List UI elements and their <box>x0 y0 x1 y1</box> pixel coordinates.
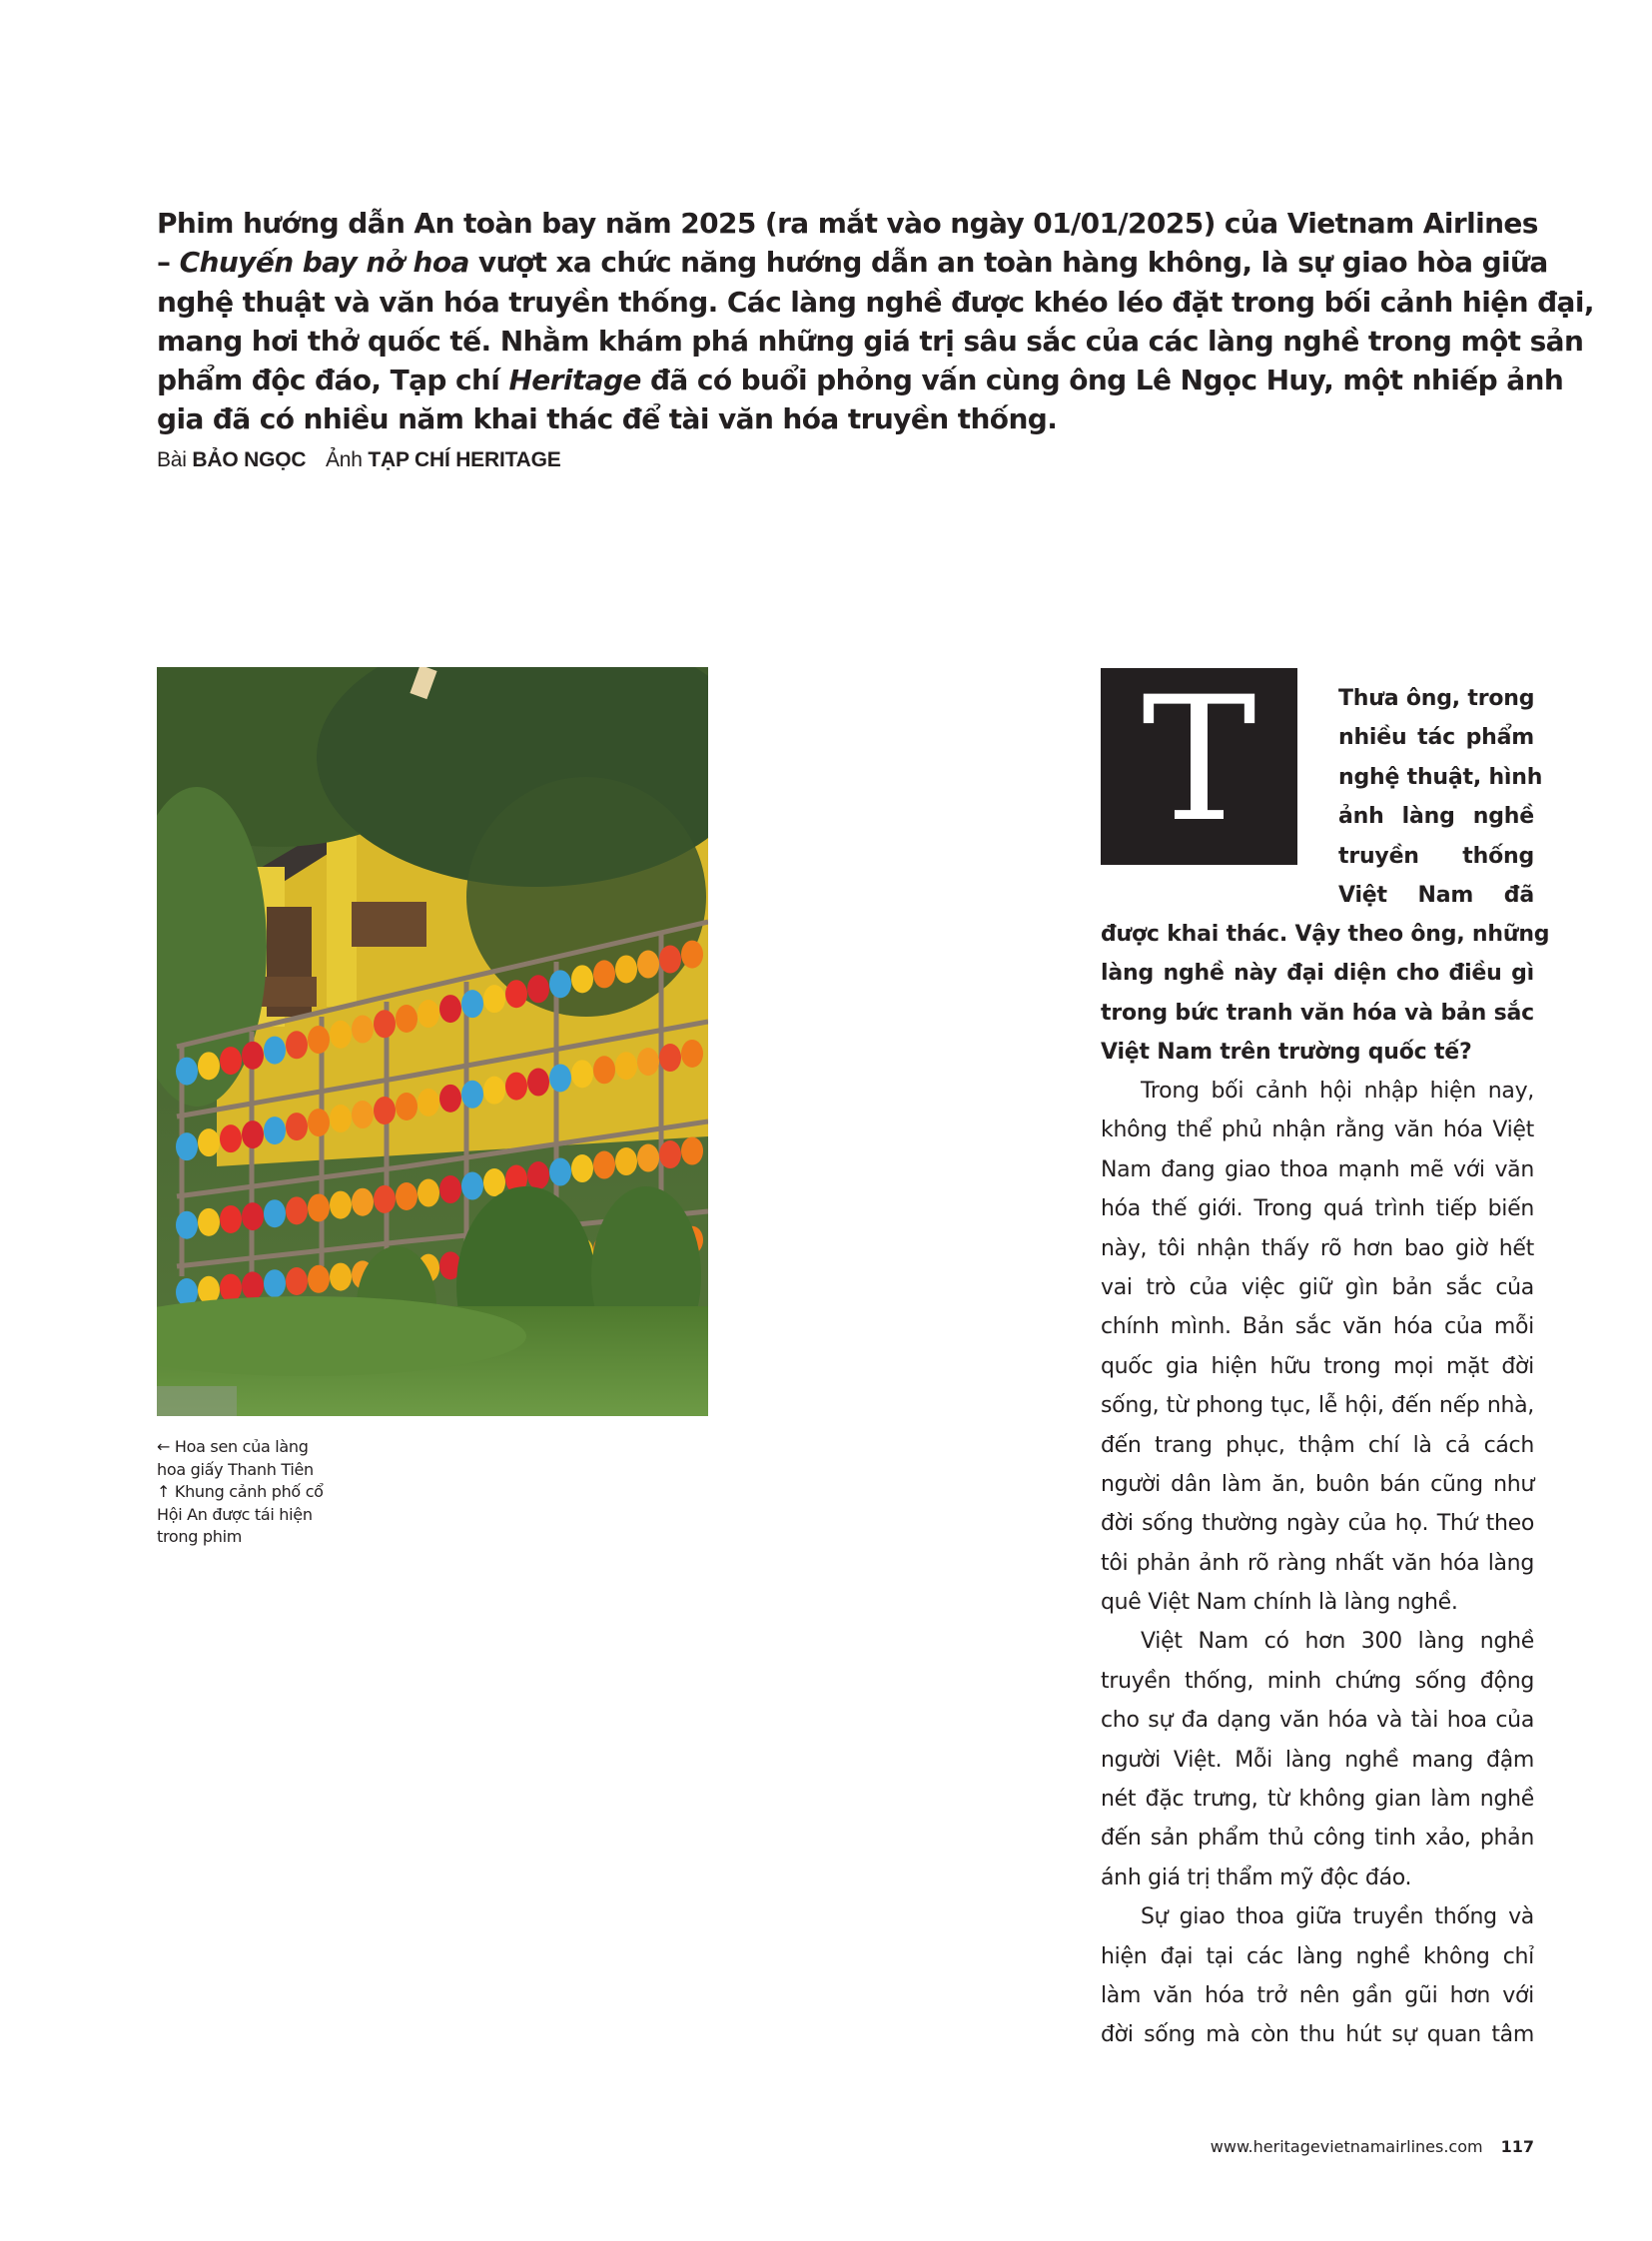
lantern-shape <box>264 1037 286 1065</box>
lantern-shape <box>242 1120 264 1148</box>
answer-line: cho sự đa dạng văn hóa và tài hoa của <box>1101 1708 1534 1734</box>
lantern-shape <box>264 1269 286 1297</box>
lantern-shape <box>615 1147 637 1175</box>
lantern-shape <box>439 1085 461 1113</box>
lantern-shape <box>176 1132 198 1160</box>
answer-line: đến sản phẩm thủ công tinh xảo, phản <box>1101 1826 1534 1852</box>
lantern-shape <box>220 1274 242 1302</box>
answer-line: ánh giá trị thẩm mỹ độc đáo. <box>1101 1865 1412 1890</box>
photo-credit: TẠP CHÍ HERITAGE <box>368 448 561 471</box>
answer-line: này, tôi nhận thấy rõ hơn bao giờ hết <box>1101 1235 1534 1261</box>
magazine-name: Heritage <box>508 364 641 397</box>
answer-line: không thể phủ nhận rằng văn hóa Việt <box>1101 1118 1534 1143</box>
standfirst <box>157 204 1594 439</box>
lantern-shape <box>461 1172 483 1200</box>
lantern-shape <box>593 1151 615 1179</box>
lantern-shape <box>330 1105 352 1132</box>
lantern-shape <box>374 1097 396 1124</box>
caption-line: hoa giấy Thanh Tiên <box>157 1459 314 1479</box>
standfirst-line: phẩm độc đáo, Tạp chí Heritage đã có buổi phỏng vấn cùng ông Lê Ngọc Huy, một nhiếp ảnh <box>157 364 1564 397</box>
lantern-shape <box>483 1077 505 1105</box>
lantern-shape <box>527 1161 549 1189</box>
answer-line: đời sống mà còn thu hút sự quan tâm <box>1101 2022 1534 2048</box>
lantern-shape <box>198 1128 220 1156</box>
answer-line: hóa thế giới. Trong quá trình tiếp biến <box>1101 1196 1534 1222</box>
lantern-shape <box>527 975 549 1003</box>
lantern-shape <box>176 1058 198 1086</box>
lantern-shape <box>461 1081 483 1109</box>
lantern-shape <box>483 1168 505 1196</box>
lantern-shape <box>308 1109 330 1136</box>
author-label: Bài <box>157 448 187 471</box>
lantern-shape <box>483 985 505 1013</box>
answer-line: hiện đại tại các làng nghề không chỉ <box>1101 1943 1534 1969</box>
standfirst-line: Phim hướng dẫn An toàn bay năm 2025 (ra mắt vào ngày 01/01/2025) của Vietnam Airlines <box>157 207 1538 240</box>
caption-line: trong phim <box>157 1527 243 1547</box>
drop-cap <box>1101 659 1297 865</box>
lantern-shape <box>549 970 571 998</box>
question-line: được khai thác. Vậy theo ông, những <box>1101 922 1550 947</box>
interview-question-wrap <box>1338 679 1543 915</box>
answer-line: quê Việt Nam chính là làng nghề. <box>1101 1590 1458 1616</box>
lantern-shape <box>571 1060 593 1088</box>
lantern-shape <box>352 1016 374 1044</box>
question-line: trong bức tranh văn hóa và bản sắc <box>1101 1000 1534 1026</box>
question-line: nhiều tác phẩm <box>1338 725 1534 751</box>
caption-line: ← Hoa sen của làng <box>157 1437 309 1456</box>
lantern-shape <box>681 1040 703 1068</box>
photo-credit-label: Ảnh <box>325 448 363 471</box>
lantern-shape <box>461 990 483 1018</box>
lantern-shape <box>439 995 461 1023</box>
lantern-shape <box>198 1052 220 1080</box>
standfirst-line: – Chuyến bay nở hoa vượt xa chức năng hướng dẫn an toàn hàng không, là sự giao hòa giữa <box>157 246 1548 280</box>
lantern-shape <box>549 1158 571 1186</box>
lantern-shape <box>659 946 681 974</box>
lantern-shape <box>571 1154 593 1182</box>
lantern-shape <box>330 1191 352 1219</box>
lantern-shape <box>286 1031 308 1059</box>
lantern-shape <box>571 965 593 993</box>
lantern-shape <box>286 1113 308 1140</box>
lantern-shape <box>308 1026 330 1054</box>
question-line: Việt Nam trên trường quốc tế? <box>1101 1040 1472 1066</box>
lantern-shape <box>242 1271 264 1299</box>
answer-line: đến trang phục, thậm chí là cả cách <box>1101 1432 1534 1458</box>
question-line: ảnh làng nghề <box>1338 804 1534 830</box>
answer-line: nét đặc trưng, từ không gian làm nghề <box>1101 1787 1534 1813</box>
answer-line: người dân làm ăn, buôn bán cũng như <box>1101 1471 1534 1497</box>
answer-line: truyền thống, minh chứng sống động <box>1101 1668 1534 1694</box>
caption-line: ↑ Khung cảnh phố cổ <box>157 1482 324 1502</box>
lantern-shape <box>396 1182 417 1210</box>
lantern-shape <box>308 1265 330 1293</box>
answer-line: Trong bối cảnh hội nhập hiện nay, <box>1141 1079 1534 1104</box>
lantern-shape <box>615 955 637 983</box>
lantern-shape <box>396 1005 417 1033</box>
lantern-shape <box>374 1010 396 1038</box>
lantern-shape <box>593 960 615 988</box>
photo-caption <box>157 1436 377 1549</box>
lantern-shape <box>286 1196 308 1224</box>
website-url: www.heritagevietnamairlines.com <box>1210 2137 1483 2156</box>
lantern-shape <box>374 1185 396 1213</box>
film-title: Chuyến bay nở hoa <box>179 246 469 280</box>
page-footer <box>1211 2137 1534 2156</box>
lantern-shape <box>659 1140 681 1168</box>
lantern-shape <box>681 1137 703 1165</box>
answer-line: vai trò của việc giữ gìn bản sắc của <box>1101 1274 1534 1300</box>
hoi-an-lantern-photo <box>157 667 708 1416</box>
lantern-shape <box>352 1188 374 1216</box>
lantern-shape <box>659 1044 681 1072</box>
answer-line: làm văn hóa trở nên gần gũi hơn với <box>1101 1982 1534 2008</box>
standfirst-line: nghệ thuật và văn hóa truyền thống. Các làng nghề được khéo léo đặt trong bối cảnh hiện đại, <box>157 285 1594 319</box>
lantern-shape <box>220 1047 242 1075</box>
lantern-shape <box>637 1048 659 1076</box>
lantern-shape <box>637 951 659 979</box>
lantern-shape <box>417 1179 439 1207</box>
lantern-shape <box>527 1069 549 1097</box>
answer-line: sống, từ phong tục, lễ hội, đến nếp nhà, <box>1101 1393 1534 1419</box>
question-line: nghệ thuật, hình <box>1338 764 1543 790</box>
lantern-shape <box>615 1052 637 1080</box>
lantern-shape <box>681 941 703 969</box>
lantern-shape <box>417 1089 439 1117</box>
question-line: truyền thống <box>1338 843 1534 869</box>
answer-line: tôi phản ảnh rõ ràng nhất văn hóa làng <box>1101 1550 1534 1576</box>
author-name: BẢO NGỌC <box>192 448 307 471</box>
answer-line: đời sống thường ngày của họ. Thứ theo <box>1101 1511 1534 1537</box>
question-line: làng nghề này đại diện cho điều gì <box>1101 961 1534 987</box>
lantern-shape <box>505 980 527 1008</box>
standfirst-line: mang hơi thở quốc tế. Nhằm khám phá những giá trị sâu sắc của các làng nghề trong một sản <box>157 324 1584 358</box>
drop-cap-letter: T <box>1142 659 1256 860</box>
page-number: 117 <box>1500 2137 1534 2156</box>
lantern-shape <box>286 1267 308 1295</box>
lantern-shape <box>593 1056 615 1084</box>
lantern-shape <box>220 1124 242 1152</box>
lantern-shape <box>176 1211 198 1239</box>
lantern-shape <box>264 1117 286 1144</box>
byline <box>157 448 561 472</box>
lantern-shape <box>330 1021 352 1049</box>
answer-line: quốc gia hiện hữu trong mọi mặt đời <box>1101 1353 1534 1379</box>
answer-line: Việt Nam có hơn 300 làng nghề <box>1141 1629 1534 1655</box>
lantern-shape <box>396 1093 417 1120</box>
caption-line: Hội An được tái hiện <box>157 1504 313 1524</box>
lantern-shape <box>417 1000 439 1028</box>
lantern-shape <box>242 1202 264 1230</box>
question-line: Thưa ông, trong <box>1338 686 1535 711</box>
lantern-shape <box>549 1064 571 1092</box>
question-line: Việt Nam đã <box>1338 882 1534 908</box>
lantern-shape <box>505 1073 527 1101</box>
lantern-shape <box>264 1199 286 1227</box>
standfirst-line: gia đã có nhiều năm khai thác để tài văn hóa truyền thống. <box>157 402 1058 436</box>
lantern-shape <box>439 1175 461 1203</box>
answer-line: Nam đang giao thoa mạnh mẽ với văn <box>1101 1156 1534 1182</box>
interview-question <box>1101 915 1550 1073</box>
answer-line: chính mình. Bản sắc văn hóa của mỗi <box>1101 1314 1534 1340</box>
interview-answer <box>1101 1072 1534 2055</box>
lantern-shape <box>198 1208 220 1236</box>
answer-line: Sự giao thoa giữa truyền thống và <box>1141 1904 1534 1930</box>
photo-illustration <box>157 667 708 1416</box>
lantern-shape <box>220 1205 242 1233</box>
lantern-shape <box>637 1144 659 1172</box>
lantern-shape <box>242 1042 264 1070</box>
lantern-shape <box>330 1263 352 1291</box>
lantern-shape <box>352 1101 374 1128</box>
lantern-shape <box>308 1193 330 1221</box>
answer-line: người Việt. Mỗi làng nghề mang đậm <box>1101 1747 1534 1773</box>
